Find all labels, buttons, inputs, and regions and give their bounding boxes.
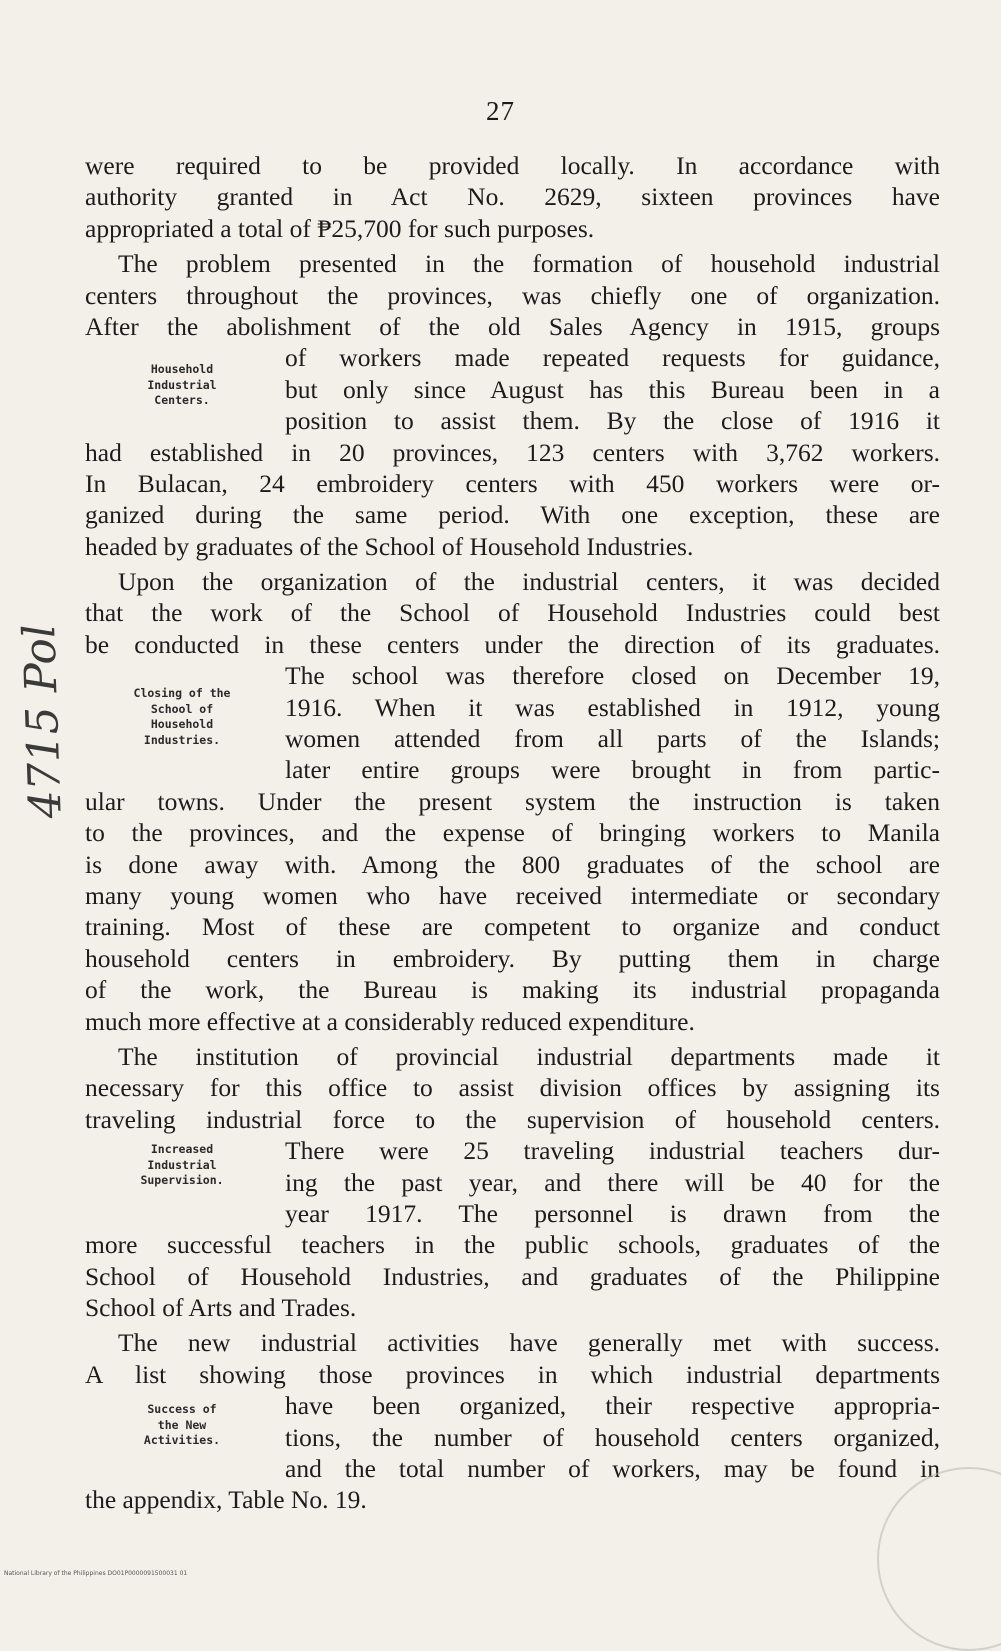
- text-line: headed by graduates of the School of Household Industries.: [85, 531, 694, 561]
- text-line: of the work, the Bureau is making its industrial propaganda: [85, 975, 940, 1005]
- text-line: later entire groups were brought in from partic-: [285, 755, 940, 785]
- text-line: more successful teachers in the public schools, graduates of the: [85, 1230, 940, 1260]
- text-line: of workers made repeated requests for guidance,: [285, 343, 940, 373]
- page-number: 27: [486, 96, 515, 126]
- sidenote-line: the New: [157, 1417, 207, 1432]
- text-line: necessary for this office to assist division offices by assigning its: [85, 1073, 940, 1103]
- scan-footer: National Library of the Philippines DO01P0000091500031 01: [4, 1570, 188, 1577]
- text-line: and the total number of workers, may be found in: [285, 1454, 940, 1484]
- text-line: authority granted in Act No. 2629, sixteen provinces have: [85, 182, 940, 212]
- handwritten-call-number: 4715 Pol: [14, 623, 72, 820]
- text-line: but only since August has this Bureau been in a: [285, 374, 940, 404]
- text-line: the appendix, Table No. 19.: [85, 1485, 367, 1515]
- sidenote-line: Household: [150, 362, 214, 376]
- text-line: that the work of the School of Household Industries could best: [85, 598, 940, 628]
- sidenote-line: Household: [150, 717, 214, 731]
- text-line: year 1917. The personnel is drawn from the: [285, 1198, 940, 1228]
- text-line: After the abolishment of the old Sales Agency in 1915, groups: [85, 311, 940, 341]
- sidenote-line: Industrial: [147, 377, 217, 392]
- text-line: The school was therefore closed on December 19,: [285, 661, 940, 691]
- text-line: ular towns. Under the present system the instruction is taken: [85, 786, 940, 816]
- sidenote-line: Industries.: [143, 732, 221, 747]
- text-line: School of Arts and Trades.: [85, 1293, 357, 1323]
- text-line: much more effective at a considerably reduced expenditure.: [85, 1006, 695, 1036]
- text-line: many young women who have received intermediate or secondary: [85, 880, 940, 910]
- text-line: The problem presented in the formation of household industrial: [118, 249, 940, 279]
- sidenote-line: Supervision.: [140, 1173, 224, 1187]
- text-line: be conducted in these centers under the direction of its graduates.: [85, 629, 940, 659]
- text-line: School of Household Industries, and graduates of the Philippine: [85, 1261, 940, 1291]
- sidenote-line: Success of: [147, 1402, 217, 1416]
- sidenote-line: Closing of the: [133, 686, 231, 700]
- sidenote-line: Activities.: [143, 1433, 221, 1447]
- text-line: household centers in embroidery. By putting them in charge: [85, 943, 940, 973]
- text-line: is done away with. Among the 800 graduates of the school are: [85, 849, 940, 879]
- sidenote-line: Industrial: [147, 1157, 217, 1172]
- text-line: were required to be provided locally. In accordance with: [85, 151, 940, 180]
- text-line: There were 25 traveling industrial teachers dur-: [285, 1136, 940, 1166]
- body-text: [85, 150, 940, 1516]
- text-line: ganized during the same period. With one exception, these are: [85, 500, 940, 530]
- text-line: In Bulacan, 24 embroidery centers with 450 workers were or-: [85, 468, 940, 498]
- text-line: A list showing those provinces in which industrial departments: [85, 1359, 940, 1389]
- text-line: women attended from all parts of the Islands;: [285, 724, 940, 754]
- sidenote-line: Increased: [150, 1142, 214, 1156]
- text-line: have been organized, their respective appropria-: [285, 1391, 940, 1421]
- sidenote-line: Centers.: [154, 393, 210, 407]
- text-line: to the provinces, and the expense of bringing workers to Manila: [85, 818, 940, 848]
- text-line: position to assist them. By the close of 1916 it: [285, 406, 940, 436]
- text-line: tions, the number of household centers organized,: [285, 1422, 940, 1452]
- text-line: The institution of provincial industrial departments made it: [118, 1041, 940, 1071]
- text-line: 1916. When it was established in 1912, young: [285, 692, 940, 722]
- text-line: traveling industrial force to the supervision of household centers.: [85, 1104, 940, 1134]
- text-line: training. Most of these are competent to organize and conduct: [85, 912, 940, 942]
- text-line: centers throughout the provinces, was chiefly one of organization.: [85, 280, 940, 310]
- sidenote-line: School of: [150, 701, 214, 716]
- text-line: Upon the organization of the industrial centers, it was decided: [118, 567, 940, 597]
- text-line: ing the past year, and there will be 40 for the: [285, 1167, 940, 1197]
- handwritten-margin-note: [8, 623, 78, 828]
- text-line: had established in 20 provinces, 123 centers with 3,762 workers.: [85, 437, 940, 467]
- text-line: The new industrial activities have generally met with success.: [118, 1328, 940, 1358]
- text-line: appropriated a total of ₱25,700 for such purposes.: [85, 213, 595, 243]
